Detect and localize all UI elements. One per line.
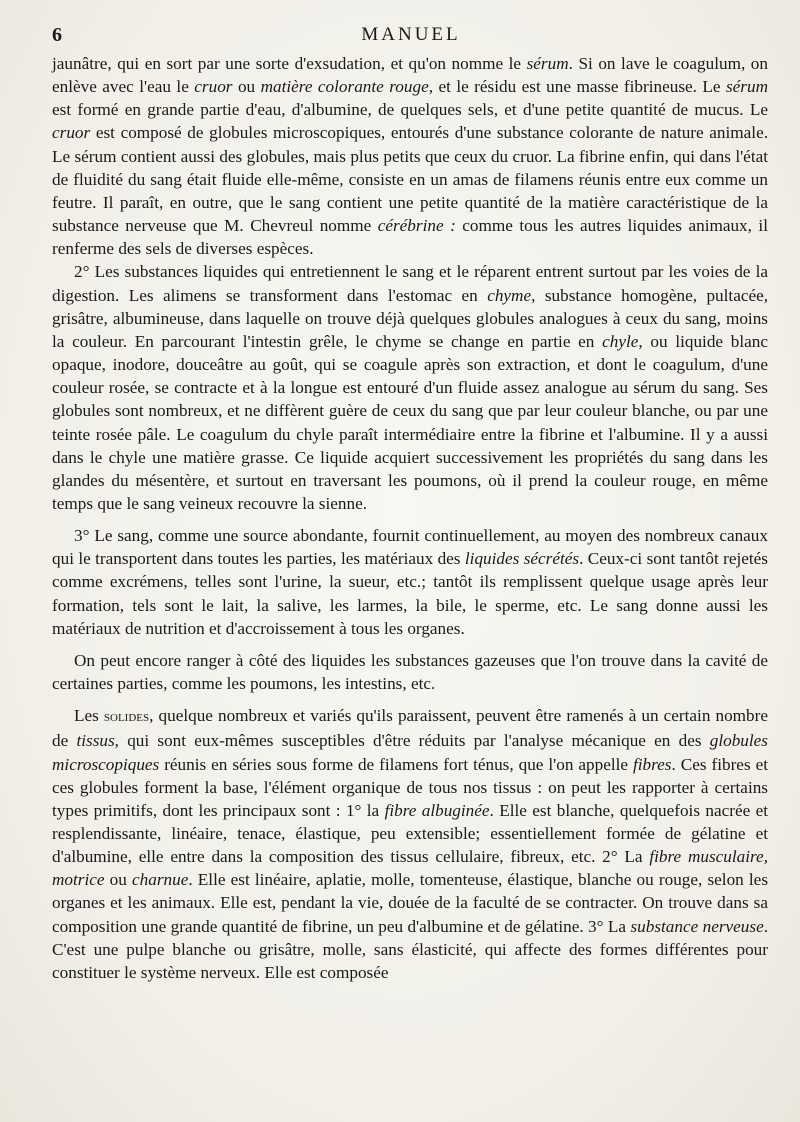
running-title: MANUEL bbox=[361, 24, 461, 45]
italic-term: sérum bbox=[526, 54, 569, 73]
paragraph bbox=[52, 260, 768, 515]
italic-term: charnue bbox=[132, 870, 189, 890]
italic-term: fibre albuginée bbox=[384, 800, 490, 820]
text-run: réunis en séries sous forme de filamens fort ténus, que l'on appelle bbox=[159, 754, 633, 774]
text-run: 3° Le sang, comme une source abondante, fournit continuellement, au moyen des nombreux canaux qui le transportent dans toutes les parties, les matériaux des bbox=[52, 526, 768, 569]
italic-term: matière colorante rouge bbox=[260, 77, 429, 97]
paragraph bbox=[52, 649, 768, 695]
text-run: . Ces fibres et ces globules forment la base, l'élément organique de tous nos tissus : on peut les rapporter à certains types primitifs, dont les principaux sont : 1° la bbox=[52, 754, 768, 820]
text-run: . Si on lave le coagulum, on enlève avec l'eau le bbox=[52, 54, 768, 97]
paragraph bbox=[52, 52, 768, 260]
italic-term: cérébrine : bbox=[377, 216, 456, 236]
text-run: comme tous les autres liquides animaux, il renferme des sels de diverses espèces. bbox=[52, 216, 768, 259]
smallcaps-term: solides bbox=[103, 709, 150, 726]
text-run: On peut encore ranger à côté des liquides les substances gazeuses que l'on trouve dans la cavité de certaines parties, comme les poumons, les intestins, etc. bbox=[52, 650, 768, 694]
paragraph bbox=[52, 524, 768, 640]
italic-term: fibre musculaire, motrice bbox=[52, 847, 768, 890]
text-run: , quelque nombreux et variés qu'ils paraissent, peuvent être ramenés à un certain nombre de bbox=[52, 706, 768, 751]
text-run: 2° Les substances liquides qui entretiennent le sang et le réparent entrent surtout par les voies de la digestion. Les alimens se transforment dans l'estomac en bbox=[52, 262, 768, 305]
italic-term: liquides sécrétés bbox=[464, 549, 580, 569]
text-run: Les bbox=[74, 706, 104, 726]
text-run: , substance homogène, pultacée, grisâtre, albumineuse, dans laquelle on trouve déjà quelques globules analogues à ceux du sang, moins la couleur. En parcourant l'intestin grêle, le chyme se change en partie en bbox=[52, 285, 769, 351]
text-run: ou bbox=[104, 870, 133, 890]
page-number: 6 bbox=[52, 24, 62, 46]
text-run: . C'est une pulpe blanche ou grisâtre, molle, sans élasticité, qui affecte des formes différentes pour constituer le système nerveux. Elle est composée bbox=[52, 916, 768, 982]
italic-term: globules microscopiques bbox=[52, 731, 768, 774]
body-text bbox=[52, 52, 768, 984]
text-run: ou bbox=[232, 77, 261, 97]
text-run: . Ceux-ci sont tantôt rejetés comme excrémens, telles sont l'urine, la sueur, etc.; tantôt ils remplissent quelque usage après leur formation, tels sont le lait, la salive, les larmes, la bile, le sperme, etc. Le sang donne aussi les matériaux de nutrition et d'accroissement à tous les organes. bbox=[52, 549, 768, 638]
italic-term: substance nerveuse bbox=[630, 916, 764, 936]
italic-term: cruor bbox=[52, 123, 91, 143]
text-run: , et le résidu est une masse fibrineuse. Le bbox=[428, 77, 726, 97]
text-run: jaunâtre, qui en sort par une sorte d'exsudation, et qu'on nomme le bbox=[52, 54, 527, 73]
page-header bbox=[52, 20, 770, 50]
italic-term: cruor bbox=[194, 77, 233, 97]
text-run: . Elle est blanche, quelquefois nacrée et resplendissante, linéaire, tenace, élastique, peu extensible; essentiellement formée de gélatine et d'albumine, elle entre dans la composition des tissus cellulaire, fibreux, etc. 2° La bbox=[52, 800, 768, 867]
text-run: . Elle est linéaire, aplatie, molle, tomenteuse, élastique, blanche ou rouge, selon les organes et les animaux. Elle est, pendant la vie, douée de la faculté de se contracter. On trouve dans sa composition une grande quantité de fibrine, un peu d'albumine et de gélatine. 3° La bbox=[52, 870, 769, 936]
paragraph bbox=[52, 704, 768, 984]
italic-term: tissus bbox=[76, 731, 115, 751]
italic-term: chyme bbox=[487, 285, 532, 305]
text-run: , qui sont eux-mêmes susceptibles d'être réduits par l'analyse mécanique en des bbox=[114, 731, 710, 751]
text-run: , ou liquide blanc opaque, inodore, douceâtre au goût, qui se coagule après son extraction, et dont le coagulum, d'une couleur rosée, se contracte et à la longue est entouré d'un fluide assez analogue au sérum du sang. Ses globules sont nombreux, et ne diffèrent guère de ceux du sang que par leur couleur blanche, ou par une teinte rosée pâle. Le coagulum du chyle paraît intermédiaire entre la fibrine et l'albumine. Il y a aussi dans le chyle une matière grasse. Ce liquide acquiert successivement les propriétés du sang dans les glandes du mésentère, et surtout en traversant les poumons, où il prend la couleur rouge, en même temps que le sang veineux recouvre la sienne. bbox=[52, 331, 768, 513]
text-run: est formé en grande partie d'eau, d'albumine, de quelques sels, et d'une petite quantité de mucus. Le bbox=[52, 100, 768, 120]
italic-term: sérum bbox=[725, 77, 768, 97]
text-run: est composé de globules microscopiques, entourés d'une substance colorante de nature animale. Le sérum contient aussi des globules, mais plus petits que ceux du cruor. La fibrine enfin, qui dans l'état de fluidité du sang était fluide elle-même, consiste en un amas de filamens réunis entre eux comme un feutre. Il paraît, en outre, que le sang contient une petite quantité de la matière caractéristique de la substance nerveuse que M. Chevreul nomme bbox=[52, 123, 768, 236]
italic-term: fibres bbox=[632, 754, 672, 774]
italic-term: chyle bbox=[602, 331, 639, 351]
